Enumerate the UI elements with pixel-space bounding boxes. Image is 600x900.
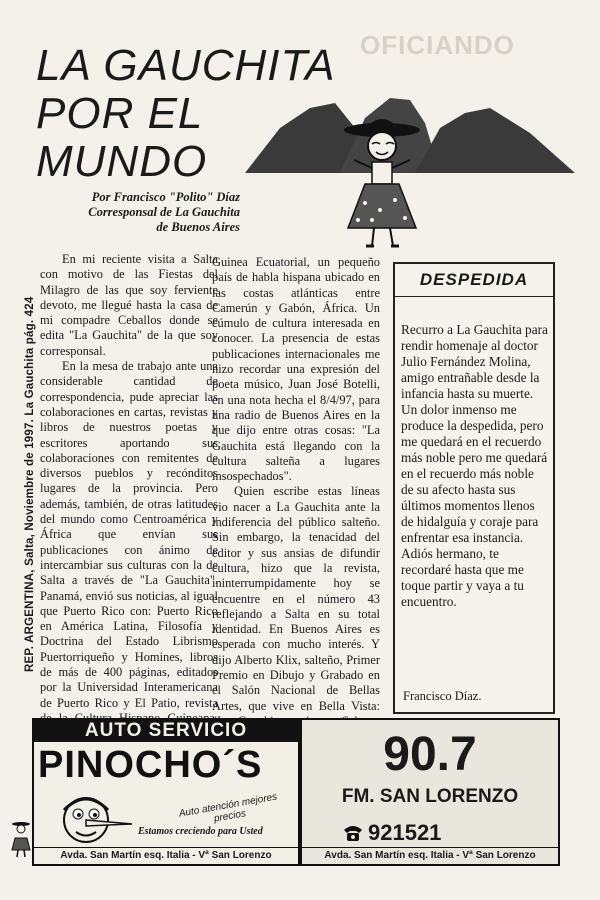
article-column-2 (212, 255, 380, 745)
pinochos-address: Avda. San Martín esq. Italia - Vª San Lorenzo (34, 847, 298, 864)
despedida-paragraph-3: Adiós hermano, te recordaré hasta que me toque partir y vaya a tu encuentro. (401, 546, 524, 609)
mountain-right (415, 108, 575, 173)
title-line-1: LA GAUCHITA (36, 41, 336, 90)
col1-paragraph-1: En mi reciente visita a Salta con motivo de las Fiestas del Milagro de las que soy ferviente devoto, me llegué hasta la casa de mi compadre Ceballos donde se edita "La Gauchita" de la que soy corresponsal. (40, 252, 218, 358)
radio-frequency: 90.7 (383, 728, 477, 781)
radio-station-name: FM. SAN LORENZO (341, 786, 519, 807)
despedida-paragraph-1: Recurro a La Gauchita para rendir homenaje al doctor Julio Fernández Molina, amigo entrañable desde la infancia hasta su muerte. (401, 322, 548, 401)
gauchita-illustration (240, 88, 580, 253)
bleed-through-heading: OFICIANDO (360, 30, 515, 60)
byline-line-1: Por Francisco "Polito" Díaz (91, 190, 240, 204)
title-line-2: POR EL (36, 89, 204, 138)
despedida-signature: Francisco Díaz. (403, 689, 482, 703)
radio-phone: 921521 (368, 820, 442, 845)
telephone-icon (342, 824, 364, 842)
radio-ad (300, 718, 560, 866)
pinochos-banner: AUTO SERVICIO (34, 720, 298, 742)
title-line-3: MUNDO (36, 137, 208, 186)
col2-paragraph-1: Guinea Ecuatorial, un pequeño país de habla hispana ubicado en las costas atlánticas entre Camerún y Gabón, África. Un cúmulo de cultura interesada en conocer. La presencia de estas publicaciones internacionales me hizo recordar una expresión del poeta músico, Juan José Botelli, en una nota hecha el 8/4/97, para una radio de Buenos Aires en la que dijo entre otras cosas: "La Gauchita está llegando con la cultura salteña a lugares insospechados". (212, 255, 380, 484)
col2-paragraph-2: Quien escribe estas líneas vio nacer a La Gauchita ante la indiferencia del público salteño. Sin embargo, la tenacidad del editor y sus ansias de difundir cultura, hizo que la revista, ininterrumpidamente hoy se encuentre en el número 43 reflejando a Salta en su total identidad. En Buenos Aires es esperada con mucho interés. Y dijo Alberto Klix, salteño, Primer Premio en Dibujo y Grabado en el Salón Nacional de Bellas Artes, que vive en Bella Vista: (212, 484, 380, 713)
pinochos-slogan: Auto atención mejores precios (178, 791, 278, 825)
pinochos-ad (32, 718, 300, 866)
despedida-rule (395, 296, 553, 297)
vertical-masthead-text: REP. ARGENTINA, Salta, Noviembre de 1997. La Gauchita pág. 424 (24, 296, 36, 672)
vertical-masthead (6, 40, 36, 680)
pinocchio-face-icon (56, 790, 136, 846)
byline-line-3: de Buenos Aires (156, 220, 240, 234)
col1-paragraph-2: En la mesa de trabajo ante una considerable cantidad de correspondencia, pude apreciar las colaboraciones en cartas, revistas y libros de nuestros poetas y escritores aportando sus colaboraciones con remitentes de diversos pueblos y recónditos lugares de la provincia. Pero además, también, de otras latitudes del mundo como Centroamérica y África que envían sus publicaciones con ánimo de intercambiar sus culturas con la de Salta a través de "La Gauchita". Panamá, envió sus noticias, al igual que Puerto Rico con: Puerto Rico en América Latina, Filosofía y Doctrina del Estado Librismo Puertorriqueño y Homines, libros de más de 400 páginas, editados por la Universidad Interamericana de Puerto Rico y El Patio, revista (40, 359, 218, 710)
radio-address: Avda. San Martín esq. Italia - Vª San Lorenzo (302, 847, 558, 864)
article-byline (40, 190, 240, 235)
despedida-heading: DESPEDIDA (419, 270, 529, 289)
despedida-paragraph-2: Un dolor inmenso me produce la despedida, pero me quedará en el recuerdo más noble pero me quedará en el recuerdo más noble de su afecto hasta sus últimos momentos llenos de hidalguía y coraje para enfrentar esa instancia. (401, 402, 548, 545)
byline-line-2: Corresponsal de La Gauchita (88, 205, 240, 219)
despedida-text (401, 322, 548, 610)
pinochos-tagline: Estamos creciendo para Usted (138, 826, 263, 837)
article-column-1 (40, 252, 218, 742)
small-gaucho-icon (10, 818, 32, 858)
pinochos-name: PINOCHO´S (38, 744, 263, 786)
despedida-box (393, 262, 555, 714)
